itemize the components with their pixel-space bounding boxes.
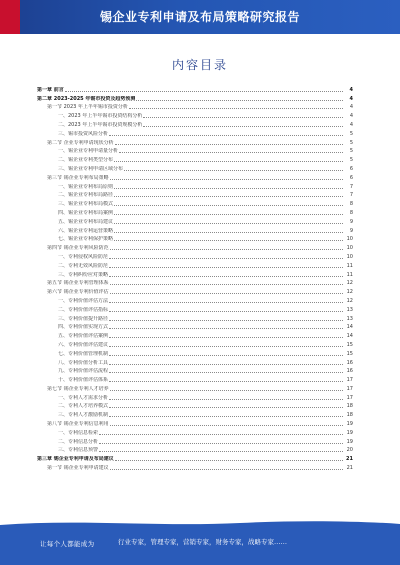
- toc-dot-leader: [115, 144, 343, 145]
- toc-dot-leader: [109, 311, 343, 312]
- toc-dot-leader: [99, 443, 343, 444]
- toc-entry-text: 第七节 锡企业专利人才培养: [47, 385, 109, 392]
- toc-entry-page: 21: [346, 456, 353, 463]
- toc-entry[interactable]: [37, 453, 353, 462]
- toc-entry-page: 4: [349, 121, 353, 128]
- toc-dot-leader: [109, 328, 343, 329]
- toc-entry-text: 第一节 2023 年上半年锡市投资分析: [47, 104, 128, 111]
- toc-entry-page: 13: [346, 315, 353, 322]
- toc-entry-text: 第五节 锡企业专利管理体系: [47, 280, 109, 287]
- toc-entry-page: 13: [346, 306, 353, 313]
- toc-entry[interactable]: [37, 418, 353, 427]
- toc-entry-page: 6: [349, 174, 353, 181]
- toc-dot-leader: [129, 108, 343, 109]
- toc-entry[interactable]: [37, 172, 353, 181]
- toc-entry-page: 4: [349, 104, 353, 111]
- toc-entry-page: 11: [346, 262, 353, 269]
- footer-tags-text: 行业专家，管理专家，营销专家，财务专家，战略专家……: [118, 538, 287, 546]
- toc-entry-page: 19: [346, 421, 353, 428]
- toc-entry[interactable]: [37, 445, 353, 454]
- toc-entry-page: 10: [346, 236, 353, 243]
- toc-entry-text: 三、专利人才激励机制: [58, 412, 109, 419]
- toc-dot-leader: [109, 258, 343, 259]
- toc-dot-leader: [109, 320, 343, 321]
- toc-entry-text: 二、专利价值评估指标: [58, 306, 109, 313]
- toc-entry-text: 十、专利价值评估体系: [58, 377, 109, 384]
- toc-entry-page: 5: [349, 130, 353, 137]
- toc-entry-page: 18: [346, 403, 353, 410]
- toc-entry[interactable]: [37, 286, 353, 295]
- toc-entry[interactable]: [37, 128, 353, 137]
- toc-entry[interactable]: [37, 93, 353, 102]
- toc-entry-text: 八、专利价值分析工具: [58, 359, 109, 366]
- toc-entry[interactable]: [37, 207, 353, 216]
- toc-entry-page: 12: [346, 280, 353, 287]
- toc-dot-leader: [114, 196, 343, 197]
- toc-entry[interactable]: [37, 357, 353, 366]
- toc-entry-page: 4: [349, 113, 353, 120]
- toc-entry[interactable]: [37, 322, 353, 331]
- toc-dot-leader: [99, 451, 343, 452]
- toc-entry-page: 15: [346, 350, 353, 357]
- toc-entry[interactable]: [37, 163, 353, 172]
- toc-entry[interactable]: [37, 392, 353, 401]
- toc-entry[interactable]: [37, 260, 353, 269]
- toc-entry-page: 4: [349, 86, 353, 93]
- toc-entry-page: 12: [346, 297, 353, 304]
- toc-entry[interactable]: [37, 374, 353, 383]
- toc-entry-text: 七、专利价值管理机制: [58, 350, 109, 357]
- toc-entry-text: 五、锡企业专利布局建议: [58, 218, 114, 225]
- header-title: 锡企业专利申请及布局策略研究报告: [99, 10, 300, 24]
- toc-dot-leader: [114, 188, 343, 189]
- toc-entry[interactable]: [37, 313, 353, 322]
- toc-entry-page: 20: [346, 447, 353, 454]
- toc-entry[interactable]: [37, 102, 353, 111]
- toc-entry-text: 二、锡企业专利类型分布: [58, 157, 114, 164]
- toc-entry-page: 14: [346, 324, 353, 331]
- toc-entry[interactable]: [37, 462, 353, 471]
- toc-dot-leader: [110, 249, 343, 250]
- toc-entry[interactable]: [37, 84, 353, 93]
- toc-dot-leader: [109, 416, 343, 417]
- toc-entry-text: 一、专利侵权风险防范: [58, 253, 109, 260]
- toc-dot-leader: [115, 460, 343, 461]
- toc-entry-page: 7: [349, 192, 353, 199]
- toc-dot-leader: [109, 355, 343, 356]
- toc-entry[interactable]: [37, 198, 353, 207]
- toc-entry-text: 第八节 锡企业专利信息利用: [47, 421, 109, 428]
- toc-dot-leader: [110, 390, 343, 391]
- toc-entry[interactable]: [37, 383, 353, 392]
- toc-dot-leader: [110, 293, 343, 294]
- toc-dot-leader: [109, 346, 343, 347]
- toc-dot-leader: [136, 100, 343, 101]
- toc-entry-page: 9: [349, 218, 353, 225]
- footer-tags: [118, 537, 287, 546]
- toc-entry-page: 21: [346, 465, 353, 472]
- toc-entry-text: 第一章 前言: [37, 86, 64, 93]
- toc-entry-text: 二、专利信息分析: [58, 438, 99, 445]
- toc-entry[interactable]: [37, 225, 353, 234]
- toc-entry[interactable]: [37, 181, 353, 190]
- toc-entry-text: 二、2023 年上半年锡市投资规模分析: [58, 121, 143, 128]
- toc-entry-page: 10: [346, 245, 353, 252]
- toc-dot-leader: [109, 337, 343, 338]
- toc-entry-page: 8: [349, 209, 353, 216]
- toc-dot-leader: [110, 425, 343, 426]
- toc-dot-leader: [143, 126, 343, 127]
- toc-entry[interactable]: [37, 436, 353, 445]
- toc-entry[interactable]: [37, 154, 353, 163]
- toc-entry-text: 四、锡企业专利布局案例: [58, 209, 114, 216]
- toc-entry[interactable]: [37, 366, 353, 375]
- toc-entry-text: 四、专利价值实现方式: [58, 324, 109, 331]
- toc-entry-text: 第三章 锡企业专利申请及布局建议: [37, 456, 114, 463]
- toc-entry-page: 5: [349, 139, 353, 146]
- toc-entry-page: 9: [349, 227, 353, 234]
- toc-entry-text: 一、专利人才需求分析: [58, 394, 109, 401]
- toc-entry-text: 一、2023 年上半年锡市投资结构分析: [58, 113, 143, 120]
- toc-entry-page: 7: [349, 183, 353, 190]
- toc-dot-leader: [109, 381, 343, 382]
- toc-entry[interactable]: [37, 339, 353, 348]
- toc-entry-page: 15: [346, 341, 353, 348]
- toc-entry[interactable]: [37, 137, 353, 146]
- toc-entry-text: 三、锡企业专利布局模式: [58, 201, 114, 208]
- toc-entry[interactable]: [37, 269, 353, 278]
- toc-entry-page: 19: [346, 438, 353, 445]
- toc-entry-text: 七、锡企业专利保护策略: [58, 236, 114, 243]
- toc-entry-text: 第二章 2023-2025 年锡市投资及趋势预测: [37, 95, 136, 102]
- toc-entry[interactable]: [37, 278, 353, 287]
- toc-dot-leader: [65, 91, 343, 92]
- toc-dot-leader: [109, 302, 343, 303]
- toc-entry-text: 第一节 锡企业专利申请建议: [47, 465, 109, 472]
- toc-entry[interactable]: [37, 409, 353, 418]
- toc-entry-text: 三、专利信息预警: [58, 447, 99, 454]
- toc-entry-page: 4: [349, 95, 353, 102]
- toc-dot-leader: [119, 152, 343, 153]
- toc-dot-leader: [114, 161, 343, 162]
- toc-entry-text: 一、专利信息检索: [58, 429, 99, 436]
- toc-dot-leader: [110, 284, 343, 285]
- toc-dot-leader: [110, 179, 343, 180]
- toc-entry-page: 6: [349, 165, 353, 172]
- toc-entry[interactable]: [37, 146, 353, 155]
- toc-entry-text: 二、锡企业专利布局路径: [58, 192, 114, 199]
- toc-entry-text: 六、锡企业专利运营策略: [58, 227, 114, 234]
- toc-dot-leader: [109, 364, 343, 365]
- toc-entry-page: 5: [349, 148, 353, 155]
- toc-dot-leader: [114, 240, 343, 241]
- toc-dot-leader: [114, 232, 343, 233]
- toc-entry-page: 17: [346, 377, 353, 384]
- toc-entry[interactable]: [37, 330, 353, 339]
- toc-entry[interactable]: [37, 190, 353, 199]
- toc-dot-leader: [114, 205, 343, 206]
- toc-dot-leader: [109, 372, 343, 373]
- toc-entry[interactable]: [37, 304, 353, 313]
- toc-entry[interactable]: [37, 348, 353, 357]
- toc-dot-leader: [109, 399, 343, 400]
- toc-entry-text: 五、专利价值评估案例: [58, 333, 109, 340]
- footer-slogan: 让每个人都能成为: [40, 540, 95, 548]
- toc-entry-page: 17: [346, 385, 353, 392]
- toc-entry-text: 三、专利价值提升路径: [58, 315, 109, 322]
- toc-dot-leader: [124, 170, 343, 171]
- toc-entry-page: 11: [346, 271, 353, 278]
- toc-entry-text: 三、锡市投资风险分析: [58, 130, 109, 137]
- toc-entry[interactable]: [37, 119, 353, 128]
- toc-entry-page: 14: [346, 333, 353, 340]
- toc-dot-leader: [99, 434, 343, 435]
- toc-dot-leader: [109, 135, 343, 136]
- toc-entry-page: 5: [349, 157, 353, 164]
- toc-entry-text: 一、锡企业专利布局原则: [58, 183, 114, 190]
- toc-entry-page: 16: [346, 359, 353, 366]
- toc-entry-page: 12: [346, 289, 353, 296]
- toc-entry[interactable]: [37, 242, 353, 251]
- toc-entry-text: 第二节 企业专利申请现状分析: [47, 139, 114, 146]
- toc-entry-text: 三、专利纠纷应对策略: [58, 271, 109, 278]
- table-of-contents: [37, 84, 353, 471]
- toc-entry-text: 第四节 锡企业专利风险防范: [47, 245, 109, 252]
- toc-entry-page: 16: [346, 368, 353, 375]
- toc-entry-text: 一、锡企业专利申请量分析: [58, 148, 119, 155]
- toc-entry-text: 第六节 锡企业专利价值评估: [47, 289, 109, 296]
- toc-entry[interactable]: [37, 251, 353, 260]
- toc-entry-text: 六、专利价值评估建议: [58, 341, 109, 348]
- toc-entry-text: 二、专利人才培养模式: [58, 403, 109, 410]
- toc-dot-leader: [143, 117, 343, 118]
- toc-entry-text: 一、专利价值评估方法: [58, 297, 109, 304]
- toc-entry-text: 九、专利价值评估流程: [58, 368, 109, 375]
- toc-entry[interactable]: [37, 427, 353, 436]
- toc-entry-page: 17: [346, 394, 353, 401]
- toc-dot-leader: [109, 267, 343, 268]
- toc-entry[interactable]: [37, 234, 353, 243]
- toc-dot-leader: [110, 469, 343, 470]
- toc-entry[interactable]: [37, 401, 353, 410]
- toc-entry[interactable]: [37, 216, 353, 225]
- toc-entry-page: 8: [349, 201, 353, 208]
- toc-entry[interactable]: [37, 110, 353, 119]
- toc-title: 内容目录: [171, 58, 228, 72]
- toc-entry[interactable]: [37, 295, 353, 304]
- toc-entry-page: 18: [346, 412, 353, 419]
- toc-entry-page: 10: [346, 253, 353, 260]
- toc-dot-leader: [109, 407, 343, 408]
- toc-entry-text: 二、专利无效风险防范: [58, 262, 109, 269]
- toc-entry-page: 19: [346, 429, 353, 436]
- toc-dot-leader: [114, 223, 343, 224]
- toc-entry-text: 三、锡企业专利申请区域分布: [58, 165, 124, 172]
- toc-dot-leader: [114, 214, 343, 215]
- toc-entry-text: 第三节 锡企业专利布局策略: [47, 174, 109, 181]
- toc-dot-leader: [109, 276, 343, 277]
